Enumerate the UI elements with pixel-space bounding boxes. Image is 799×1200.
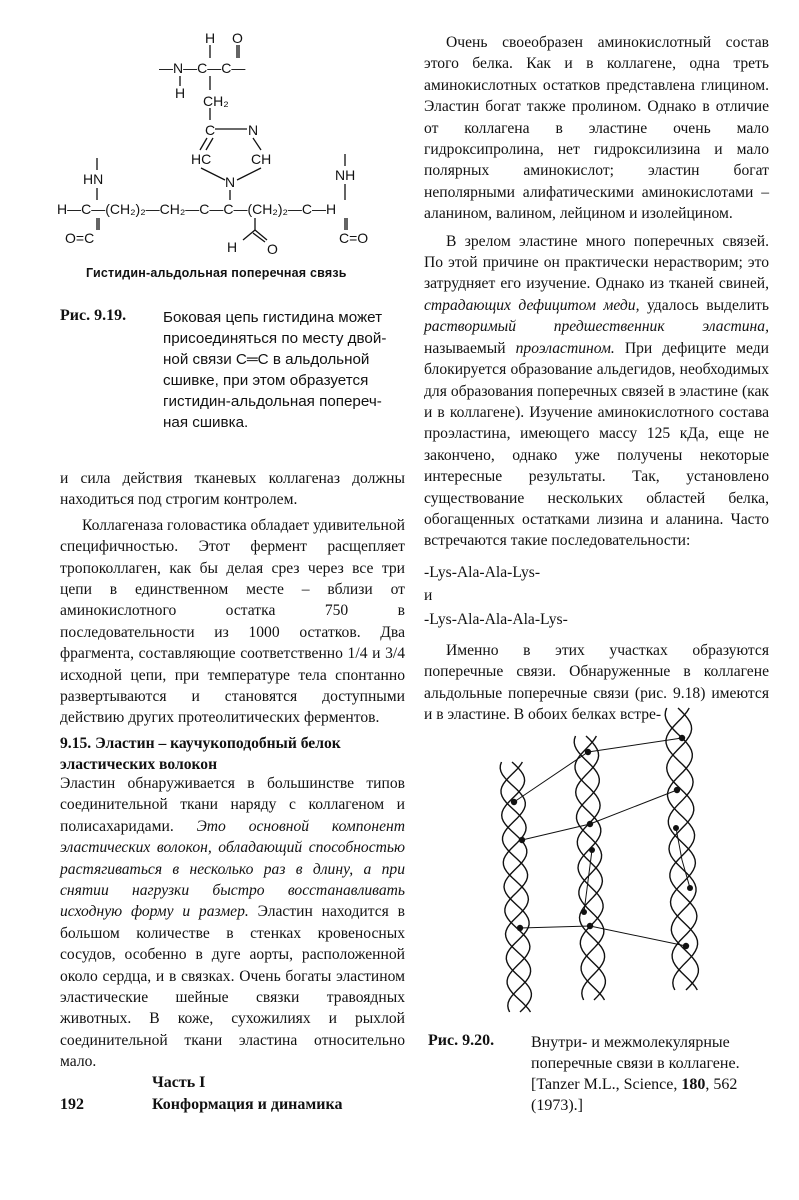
helix-3-strand-1 <box>667 708 699 990</box>
histidine-aldol-structure <box>55 28 385 273</box>
helix-3-strand-3 <box>665 708 697 990</box>
struct-h-top: H <box>205 30 216 46</box>
right-para-2-a: В зрелом эластине много поперечных связей. По этой причине он практически нерастворим; это затрудняет его изучение. Однако из тканей свиней, <box>424 232 769 293</box>
ref-volume: 180 <box>681 1076 706 1093</box>
right-para-2-b: удалось выделить <box>646 296 769 314</box>
struct-c-right: C=O <box>339 230 369 246</box>
figure-9-19-subtitle: Гистидин-альдольная поперечная связь <box>86 266 347 280</box>
crosslinks <box>514 738 690 946</box>
caption-line: поперечные связи в коллагене. <box>531 1055 740 1072</box>
sequence-1: -Lys-Ala-Ala-Lys- <box>424 563 541 581</box>
right-para-2 <box>424 231 769 552</box>
struct-oc-left: O=C <box>65 230 95 246</box>
caption-line: гистидин-альдольная попереч- <box>163 393 382 410</box>
caption-line: ная сшивка. <box>163 414 249 431</box>
helix-1-strand-1 <box>502 762 532 1012</box>
struct-o-top: O <box>232 30 243 46</box>
struct-hn: HN <box>83 171 104 187</box>
left-para-1: и сила действия тканевых коллагеназ должны находиться под строгим контролем. <box>60 470 405 509</box>
struct-o-ald: O <box>267 241 278 257</box>
struct-chain: H—C—(CH₂)₂—CH₂—C—C—(CH₂)₂—C—H <box>57 201 337 217</box>
figure-9-20-label: Рис. 9.20. <box>428 1032 495 1049</box>
left-para-2: Коллагеназа головастика обладает удивительной специфичностью. Этот фермент расщепляет тропоколлаген, как бы делая срез через все три цепи в единственном месте – вблизи от аминокислотного остатка 750 в последовательности из 1000 остатков. Два фрагмента, составляющие соответственно 1/4 и 3/4 исходной цепи, при температуре тела спонтанно развертываются и становятся доступными действию других протеолитических ферментов. <box>60 516 406 727</box>
left-para-3-end: Эластин находится в большом количестве в стенках кровеносных сосудов, особенно в дуге аорты, расположенной около сердца, и в связках. Очень богаты эластином эластические шейные связки травоядных животных. В коже, сухожилиях и рыхлой соединительной ткани эластина относительно мало. <box>60 903 405 1071</box>
collagen-crosslink-figure <box>492 700 782 1022</box>
ref-author: [Tanzer M.L., Science, <box>531 1076 678 1093</box>
helix-3-strand-2 <box>666 708 698 990</box>
right-para-2-i2: растворимый предшественник эластина, <box>424 318 769 336</box>
helix-strands <box>500 708 698 1012</box>
struct-n-ring: N <box>248 122 259 138</box>
struct-ch: CH <box>251 151 272 167</box>
right-para-3: Именно в этих участках образуются поперечные связи. Обнаруженные в коллагене альдольные поперечные связи (рис. 9.18) имеются и в эластине. В обоих белках встре- <box>424 641 769 724</box>
struct-nh: NH <box>335 167 356 183</box>
right-para-1: Очень своеобразен аминокислотный состав этого белка. Как и в коллагене, одна треть аминокислотных остатков представлена глицином. Эластин богат также пролином. Однако в отличие от коллагена в эластине очень мало гидроксипролина, нет гидроксилизина и мало полярных аминокислот; эластин богат неполярными алифатическими аминокислотами – аланином, валином, лейцином и изолейцином. <box>424 34 769 223</box>
right-para-2-d: При дефиците меди блокируется образование альдегидов, необходимых для образования поперечных связей в эластине (как и в коллагене). Изучение аминокислотного состава проэластина, имеющего массу 125 кДа, еще не закончено, однако уже получены некоторые интересные результаты. Так, установлено существование нескольких областей белка, обогащенных остатками лизина и аланина. Часто встречаются такие последовательности: <box>424 339 769 550</box>
page-number: 192 <box>60 1096 84 1113</box>
left-para-3 <box>60 773 405 1073</box>
right-para-2-c: называемый <box>424 339 506 357</box>
left-column <box>60 468 405 729</box>
struct-hc: HC <box>191 151 212 167</box>
struct-ch2: CH₂ <box>203 93 229 109</box>
caption-line: присоединяться по месту двой- <box>163 330 387 347</box>
struct-c-ring: C <box>205 122 216 138</box>
running-part: Часть I <box>152 1074 206 1091</box>
right-column <box>424 32 769 726</box>
ref-pages: , 562 <box>705 1076 738 1093</box>
figure-9-19-label: Рис. 9.19. <box>60 307 127 324</box>
caption-line: сшивке, при этом образуется <box>163 372 369 389</box>
caption-line: ной связи C═C в альдольной <box>163 351 370 368</box>
sequence-and: и <box>424 587 433 605</box>
caption-year: (1973).] <box>531 1097 583 1114</box>
running-title: Конформация и динамика <box>152 1096 343 1113</box>
sequence-2: -Lys-Ala-Ala-Ala-Lys- <box>424 610 568 628</box>
struct-n-bottom: N <box>225 174 236 190</box>
struct-h-ald: H <box>227 239 238 255</box>
caption-line: Внутри- и межмолекулярные <box>531 1034 730 1051</box>
struct-n-top: —N—C—C— <box>159 60 246 76</box>
left-column-elastin <box>60 773 405 1073</box>
left-para-3-start: Эластин обнаруживается в большинстве типов соединительной ткани наряду с коллагеном и полисахаридами. <box>60 775 405 835</box>
helix-2-strand-1 <box>576 736 606 1000</box>
figure-9-19-caption <box>163 307 403 433</box>
figure-9-20-caption <box>531 1032 781 1116</box>
left-para-3-italic: Это основной компонент эластических волокон, обладающий способностью растягиваться в несколько раз в длину, а при снятии нагрузки быстро восстанавливать исходную форму и размер. <box>60 817 405 921</box>
section-heading-9-15: 9.15. Эластин – каучукоподобный белок эластических волокон <box>60 735 341 773</box>
struct-h-left: H <box>175 85 186 101</box>
caption-line: Боковая цепь гистидина может <box>163 309 383 326</box>
right-para-2-i1: страдающих дефицитом меди, <box>424 296 640 314</box>
caption-reference <box>531 1074 781 1095</box>
crosslink-dots <box>511 735 693 949</box>
right-para-2-i3: проэластином. <box>515 339 615 357</box>
